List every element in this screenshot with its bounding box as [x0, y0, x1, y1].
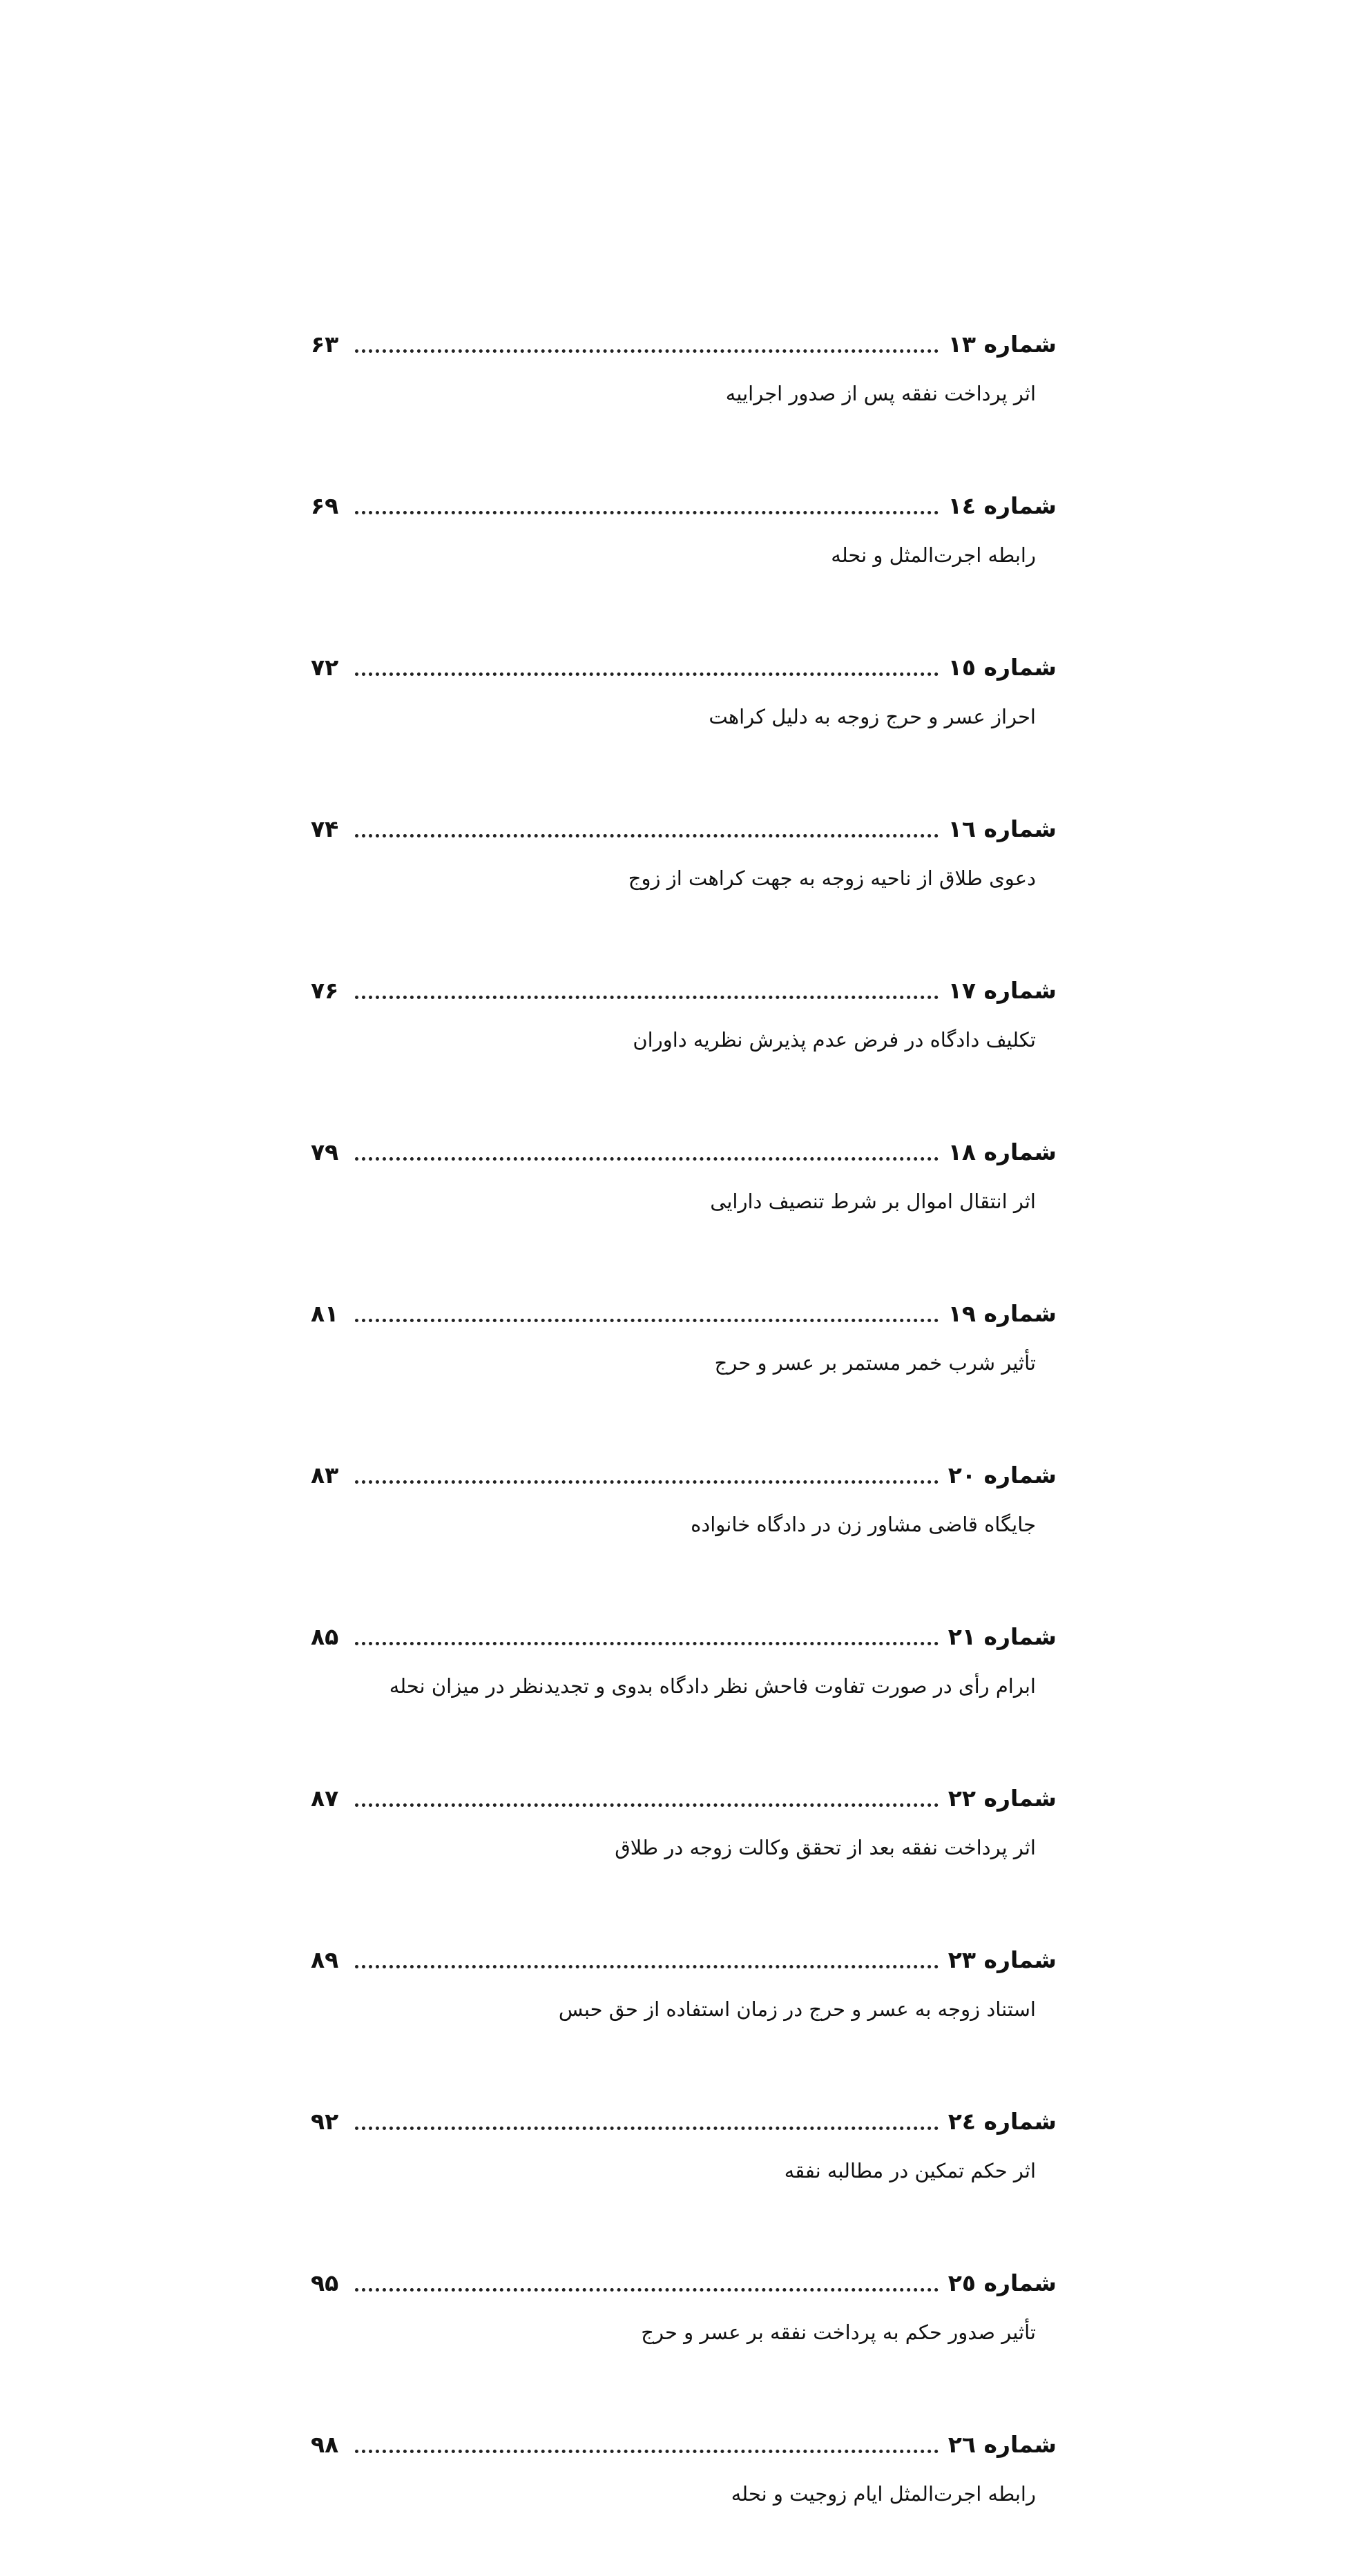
toc-entry-26[interactable]: [311, 2414, 1057, 2576]
toc-entry-page: ۸۳: [311, 1462, 339, 1489]
toc-entry-subtitle: دعوی طلاق از ناحیه زوجه به جهت کراهت از زوج: [628, 866, 1036, 890]
toc-entry-18[interactable]: [311, 1122, 1057, 1284]
toc-entry-label: شماره ٢٦: [947, 2431, 1057, 2458]
toc-entry-label: شماره ٢٣: [947, 1946, 1057, 1973]
dot-leader: [355, 834, 939, 837]
toc-entry-label: شماره ٢٥: [947, 2269, 1057, 2296]
toc-entry-page: ۶۹: [311, 492, 339, 519]
toc-entry-row: [311, 1284, 1057, 1329]
toc-entry-16[interactable]: [311, 799, 1057, 960]
toc-entry-subtitle: اثر انتقال اموال بر شرط تنصیف دارایی: [710, 1190, 1036, 1213]
toc-entry-subtitle: ابرام رأی در صورت تفاوت فاحش نظر دادگاه بدوی و تجدیدنظر در میزان نحله: [389, 1674, 1036, 1698]
toc-entry-20[interactable]: [311, 1445, 1057, 1607]
toc-entry-label: شماره ٢٠: [947, 1462, 1057, 1489]
toc-entry-row: [311, 960, 1057, 1006]
toc-entry-17[interactable]: [311, 960, 1057, 1122]
toc-entry-subtitle: اثر پرداخت نفقه بعد از تحقق وکالت زوجه در طلاق: [615, 1836, 1036, 1859]
toc-entry-row: [311, 314, 1057, 360]
toc-entry-subtitle: جایگاه قاضی مشاور زن در دادگاه خانواده: [691, 1513, 1036, 1536]
toc-entry-page: ۹۲: [311, 2108, 339, 2135]
dot-leader: [355, 2450, 939, 2453]
toc-entry-subtitle: تکلیف دادگاه در فرض عدم پذیرش نظریه داوران: [633, 1028, 1036, 1052]
toc-entry-subtitle: رابطه اجرت‌المثل ایام زوجیت و نحله: [731, 2482, 1036, 2506]
toc-entry-page: ۸۹: [311, 1946, 339, 1973]
toc-entry-page: ۸۵: [311, 1623, 339, 1650]
dot-leader: [355, 1965, 939, 1968]
toc-entry-row: [311, 1930, 1057, 1975]
toc-entry-subtitle: اثر حکم تمکین در مطالبه نفقه: [784, 2159, 1036, 2182]
dot-leader: [355, 2127, 939, 2130]
toc-entry-label: شماره ١٥: [947, 654, 1057, 681]
toc-entry-row: [311, 1607, 1057, 1652]
toc-entry-label: شماره ٢١: [947, 1623, 1057, 1650]
dot-leader: [355, 1803, 939, 1807]
toc-entry-subtitle: رابطه اجرت‌المثل و نحله: [831, 543, 1036, 567]
toc-entry-24[interactable]: [311, 2091, 1057, 2253]
toc-entry-15[interactable]: [311, 637, 1057, 799]
toc-entry-page: ۶۳: [311, 331, 339, 358]
toc-entry-row: [311, 1122, 1057, 1168]
dot-leader: [355, 2288, 939, 2292]
toc-entry-page: ۷۲: [311, 654, 339, 681]
toc-entry-subtitle: اثر پرداخت نفقه پس از صدور اجراییه: [725, 382, 1036, 405]
toc-entry-14[interactable]: [311, 476, 1057, 637]
dot-leader: [355, 1157, 939, 1161]
toc-entry-page: ۷۶: [311, 977, 339, 1004]
toc-entry-row: [311, 1768, 1057, 1814]
toc-entry-row: [311, 2091, 1057, 2137]
toc-entry-subtitle: تأثیر صدور حکم به پرداخت نفقه بر عسر و حرج: [641, 2321, 1036, 2344]
dot-leader: [355, 511, 939, 514]
dot-leader: [355, 1642, 939, 1645]
toc-entry-label: شماره ٢٢: [947, 1785, 1057, 1812]
toc-entry-page: ۷۹: [311, 1139, 339, 1165]
table-of-contents: [311, 314, 1057, 2576]
toc-entry-label: شماره ۱۳: [947, 331, 1057, 358]
toc-entry-page: ۹۵: [311, 2269, 339, 2296]
toc-entry-label: شماره ١٧: [947, 977, 1057, 1004]
toc-entry-row: [311, 2414, 1057, 2460]
dot-leader: [355, 1480, 939, 1484]
toc-entry-row: [311, 2253, 1057, 2298]
dot-leader: [355, 349, 939, 353]
toc-entry-subtitle: احراز عسر و حرج زوجه به دلیل کراهت: [709, 705, 1036, 728]
toc-entry-label: شماره ١٩: [947, 1300, 1057, 1327]
toc-entry-page: ۸۱: [311, 1300, 339, 1327]
toc-entry-subtitle: استناد زوجه به عسر و حرج در زمان استفاده از حق حبس: [558, 1997, 1036, 2021]
toc-entry-label: شماره ١٦: [947, 815, 1057, 842]
toc-entry-row: [311, 637, 1057, 683]
dot-leader: [355, 996, 939, 999]
toc-entry-subtitle: تأثیر شرب خمر مستمر بر عسر و حرج: [714, 1351, 1036, 1375]
toc-entry-23[interactable]: [311, 1930, 1057, 2091]
toc-entry-page: ۸۷: [311, 1785, 339, 1812]
toc-entry-row: [311, 799, 1057, 844]
toc-entry-page: ۹۸: [311, 2431, 339, 2458]
dot-leader: [355, 1319, 939, 1322]
toc-entry-13[interactable]: [311, 314, 1057, 476]
toc-entry-row: [311, 476, 1057, 521]
toc-entry-label: شماره ٢٤: [947, 2108, 1057, 2135]
toc-entry-21[interactable]: [311, 1607, 1057, 1768]
toc-entry-19[interactable]: [311, 1284, 1057, 1445]
toc-entry-22[interactable]: [311, 1768, 1057, 1930]
dot-leader: [355, 672, 939, 676]
toc-entry-label: شماره ١٨: [947, 1139, 1057, 1165]
toc-entry-page: ۷۴: [311, 815, 339, 842]
toc-entry-row: [311, 1445, 1057, 1491]
toc-entry-25[interactable]: [311, 2253, 1057, 2414]
toc-entry-label: شماره ١٤: [947, 492, 1057, 519]
